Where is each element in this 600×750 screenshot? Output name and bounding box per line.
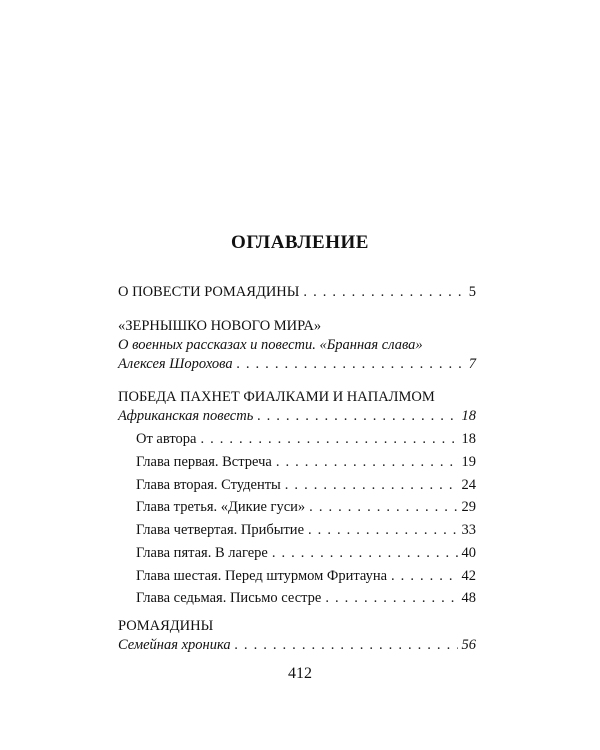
entry-title: Африканская повесть bbox=[118, 408, 254, 424]
section-subtitle-zernyshko: О военных рассказах и повести. «Бранная слава» bbox=[118, 337, 423, 353]
section-heading-zernyshko: «ЗЕРНЫШКО НОВОГО МИРА» bbox=[118, 318, 322, 334]
chapter-title: Глава вторая. Студенты bbox=[136, 477, 281, 493]
dot-leader bbox=[272, 544, 458, 562]
chapter-title: Глава первая. Встреча bbox=[136, 454, 272, 470]
entry-page: 7 bbox=[468, 356, 476, 372]
dot-leader bbox=[325, 589, 457, 607]
dot-leader bbox=[276, 453, 458, 471]
toc-title: ОГЛАВЛЕНИЕ bbox=[231, 232, 369, 253]
toc-entry-shorokhova[interactable] bbox=[118, 355, 476, 373]
entry-title: Алексея Шорохова bbox=[118, 356, 233, 372]
chapter-page: 19 bbox=[461, 454, 476, 470]
chapter-title: Глава четвертая. Прибытие bbox=[136, 522, 305, 538]
chapter-title: Глава шестая. Перед штурмом Фритауна bbox=[136, 568, 388, 584]
section-heading-pobeda: ПОБЕДА ПАХНЕТ ФИАЛКАМИ И НАПАЛМОМ bbox=[118, 389, 435, 405]
entry-page: 5 bbox=[468, 284, 476, 300]
chapter-title: Глава третья. «Дикие гуси» bbox=[136, 499, 306, 515]
chapter-page: 29 bbox=[461, 499, 476, 515]
dot-leader bbox=[235, 636, 458, 654]
dot-leader bbox=[237, 355, 465, 373]
chapter-page: 33 bbox=[461, 522, 476, 538]
chapter-page: 42 bbox=[461, 568, 476, 584]
chapter-title: От автора bbox=[136, 431, 197, 447]
dot-leader bbox=[308, 521, 457, 539]
dot-leader bbox=[303, 283, 464, 301]
entry-title: Семейная хроника bbox=[118, 637, 231, 653]
chapter-title: Глава седьмая. Письмо сестре bbox=[136, 590, 322, 606]
toc-chapter-7[interactable] bbox=[136, 589, 476, 607]
toc-chapter-4[interactable] bbox=[136, 521, 476, 539]
entry-page: 18 bbox=[461, 408, 476, 424]
dot-leader bbox=[200, 430, 457, 448]
toc-entry-afrikanskaya[interactable] bbox=[118, 407, 476, 425]
chapter-page: 48 bbox=[461, 590, 476, 606]
toc-chapter-1[interactable] bbox=[136, 453, 476, 471]
dot-leader bbox=[309, 498, 457, 516]
entry-title: О ПОВЕСТИ РОМАЯДИНЫ bbox=[118, 284, 300, 300]
toc-chapter-3[interactable] bbox=[136, 498, 476, 516]
toc-chapter-6[interactable] bbox=[136, 567, 476, 585]
chapter-page: 24 bbox=[461, 477, 476, 493]
toc-chapter-2[interactable] bbox=[136, 476, 476, 494]
toc-chapter-5[interactable] bbox=[136, 544, 476, 562]
dot-leader bbox=[257, 407, 457, 425]
dot-leader bbox=[285, 476, 458, 494]
chapter-title: Глава пятая. В лагере bbox=[136, 545, 268, 561]
chapter-page: 40 bbox=[461, 545, 476, 561]
chapter-page: 18 bbox=[461, 431, 476, 447]
dot-leader bbox=[391, 567, 457, 585]
section-heading-romayadiny: РОМАЯДИНЫ bbox=[118, 618, 214, 634]
entry-page: 56 bbox=[461, 637, 476, 653]
page-number: 412 bbox=[288, 665, 312, 682]
toc-entry-semeynaya[interactable] bbox=[118, 636, 476, 654]
toc-entry-ob-povesti[interactable] bbox=[118, 283, 476, 301]
toc-chapter-0[interactable] bbox=[136, 430, 476, 448]
